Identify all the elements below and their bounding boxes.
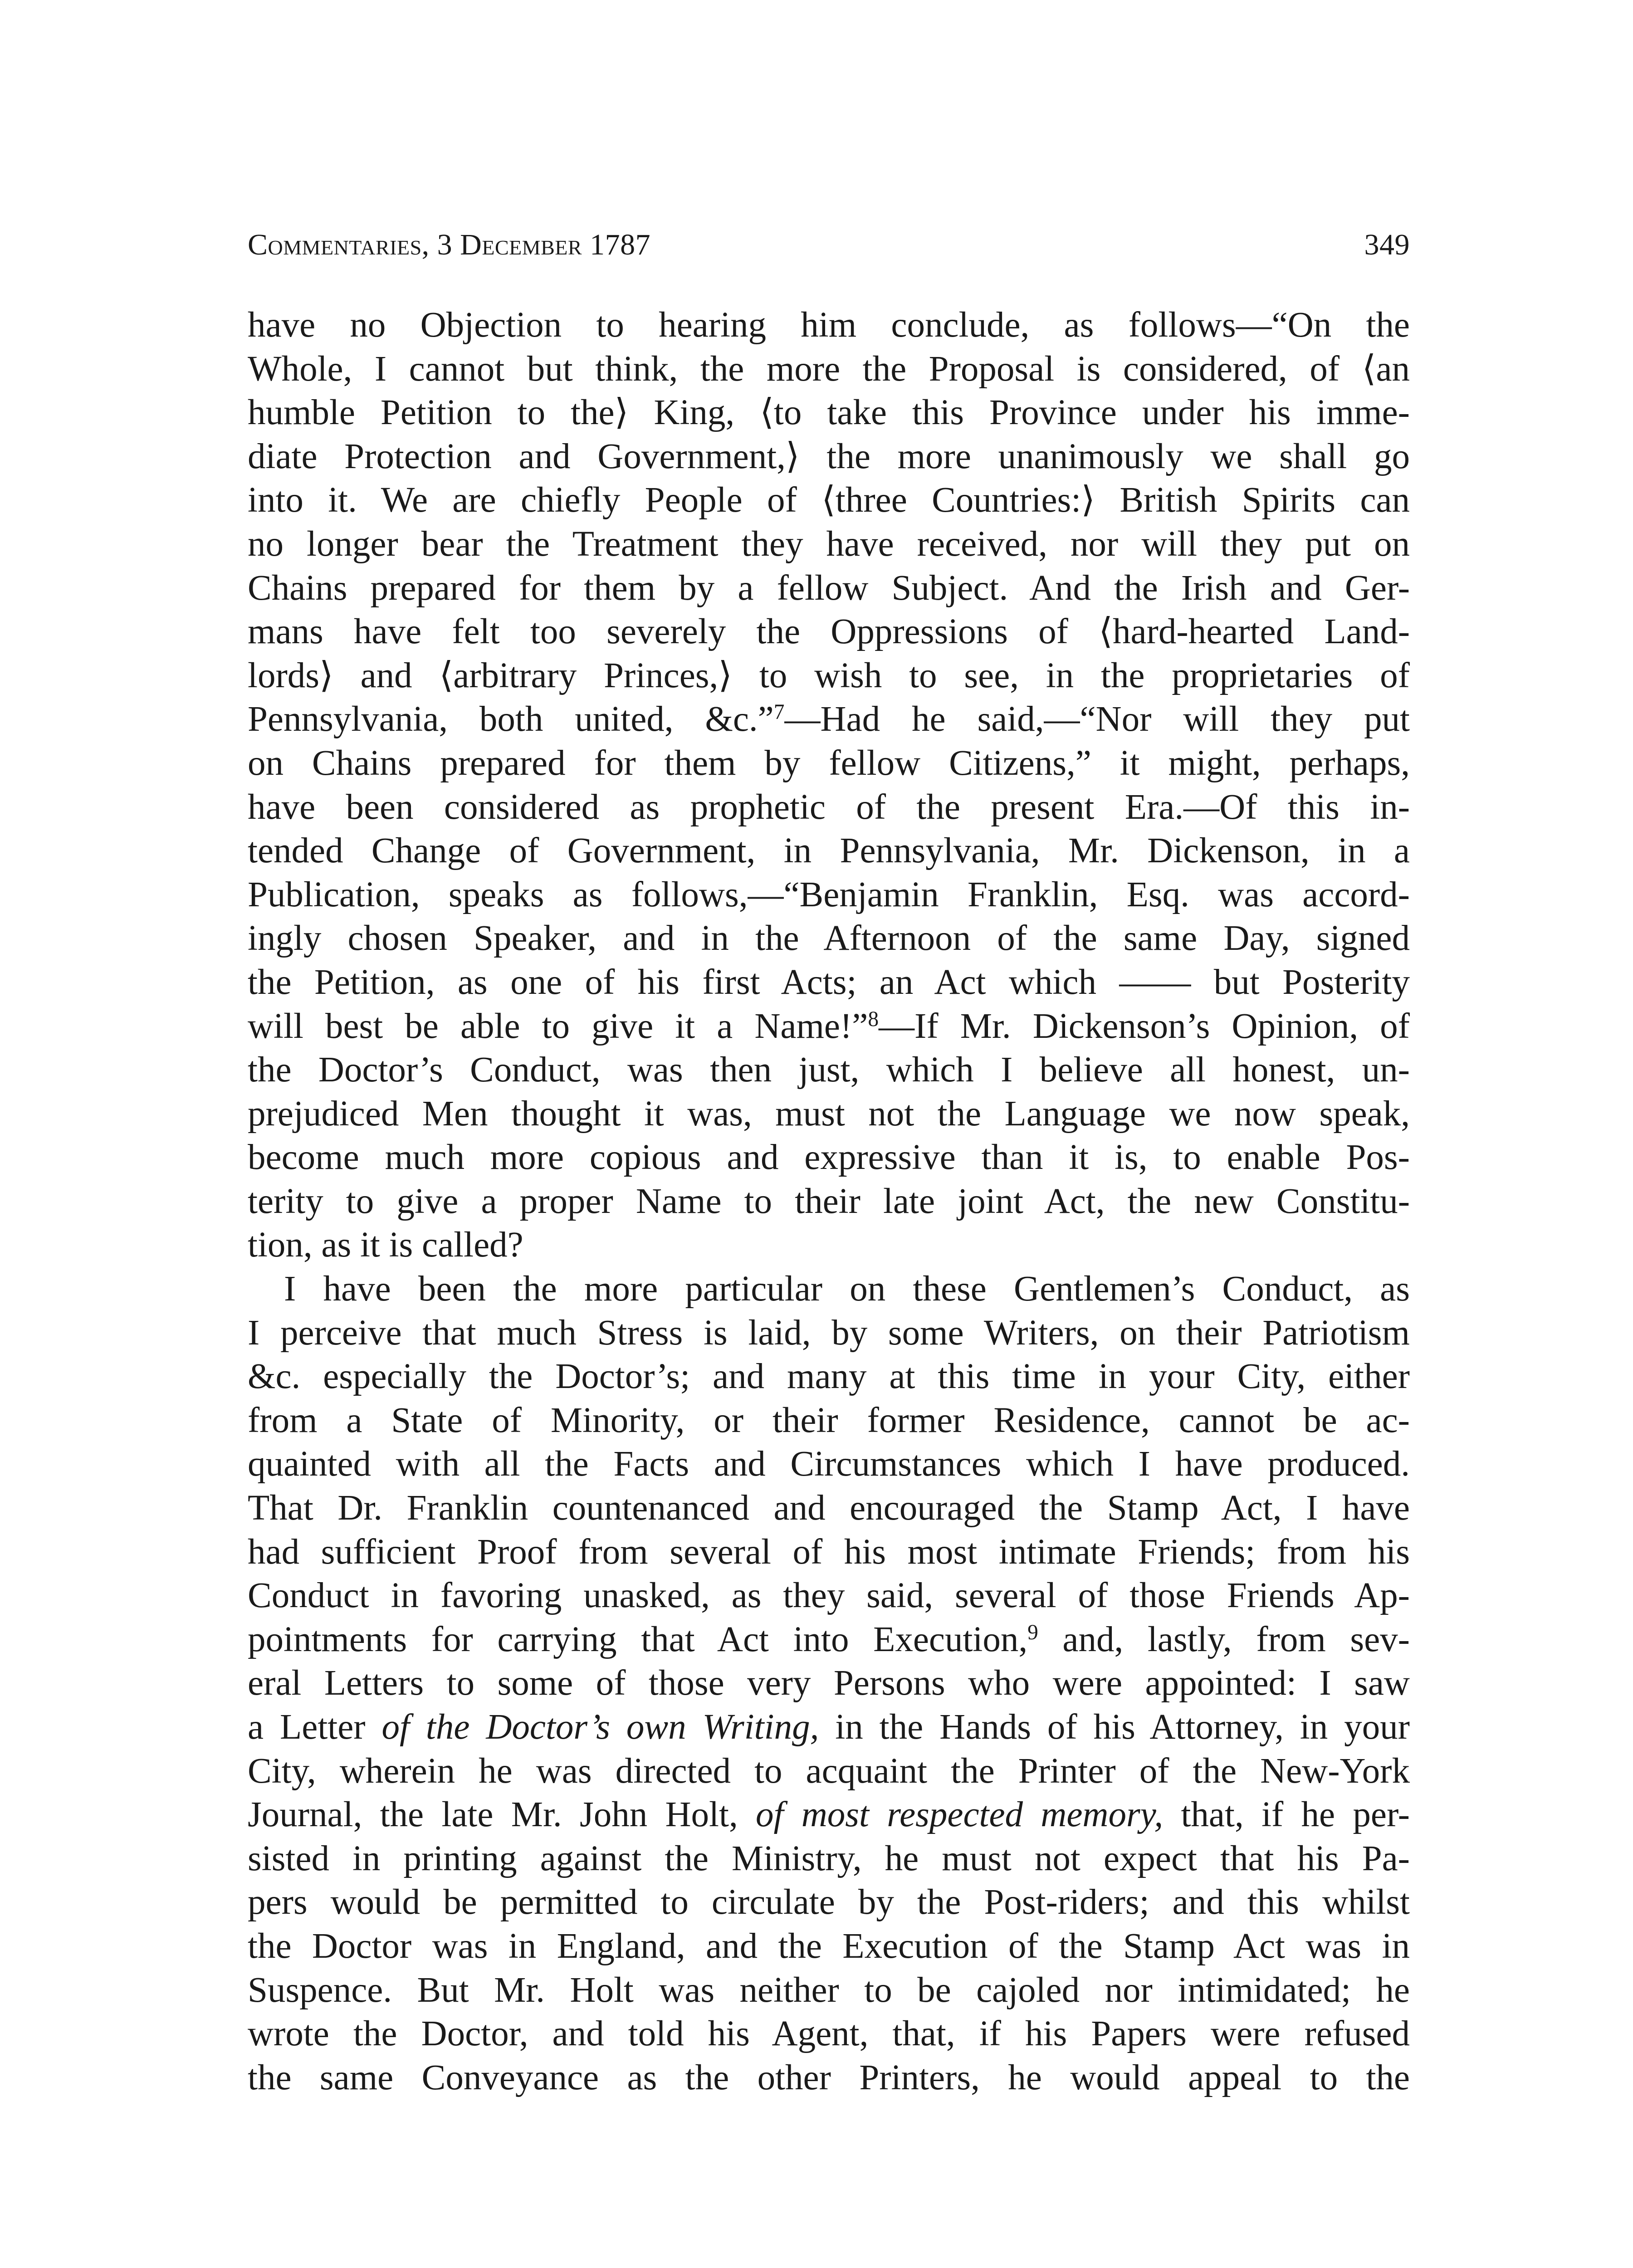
running-head bbox=[248, 222, 1410, 268]
text-line bbox=[248, 1005, 1410, 1049]
text-line: had sufficient Proof from several of his most intimate Friends; from his bbox=[248, 1532, 1410, 1572]
text-line: Suspence. But Mr. Holt was neither to be cajoled nor intimidated; he bbox=[248, 1970, 1410, 2010]
text-line: prejudiced Men thought it was, must not the Language we now speak, bbox=[248, 1094, 1410, 1134]
body-text bbox=[248, 303, 1410, 2100]
text-line: tended Change of Government, in Pennsylvania, Mr. Dickenson, in a bbox=[248, 831, 1410, 871]
text-line: mans have felt too severely the Oppressions of ⟨hard-hearted Land- bbox=[248, 612, 1410, 652]
text-line: the Petition, as one of his first Acts; an Act which —— but Posterity bbox=[248, 962, 1410, 1002]
italic-text: of the Doctor’s own Writing, bbox=[381, 1707, 819, 1747]
text-run: that, if he per- bbox=[1163, 1795, 1410, 1835]
text-line: Chains prepared for them by a fellow Subject. And the Irish and Ger- bbox=[248, 568, 1410, 608]
text-line bbox=[248, 1706, 1410, 1750]
italic-text: of most respected memory, bbox=[755, 1795, 1164, 1835]
text-line: Conduct in favoring unasked, as they said, several of those Friends Ap- bbox=[248, 1576, 1410, 1616]
text-line: Whole, I cannot but think, the more the Proposal is considered, of ⟨an bbox=[248, 349, 1410, 389]
text-line: quainted with all the Facts and Circumstances which I have produced. bbox=[248, 1444, 1410, 1484]
text-run: pointments for carrying that Act into Execution, bbox=[248, 1619, 1028, 1659]
text-run: Pennsylvania, both united, &c.” bbox=[248, 699, 774, 739]
text-line: lords⟩ and ⟨arbitrary Princes,⟩ to wish to see, in the proprietaries of bbox=[248, 655, 1410, 695]
text-line: on Chains prepared for them by fellow Citizens,” it might, perhaps, bbox=[248, 743, 1410, 783]
text-line: diate Protection and Government,⟩ the more unanimously we shall go bbox=[248, 436, 1410, 476]
text-line: eral Letters to some of those very Persons who were appointed: I saw bbox=[248, 1663, 1410, 1703]
text-run: and, lastly, from sev- bbox=[1038, 1619, 1410, 1659]
text-line bbox=[248, 698, 1410, 742]
text-line: have been considered as prophetic of the present Era.—Of this in- bbox=[248, 787, 1410, 827]
text-line: tion, as it is called? bbox=[248, 1225, 523, 1265]
text-line: &c. especially the Doctor’s; and many at this time in your City, either bbox=[248, 1357, 1410, 1397]
text-line: the Doctor’s Conduct, was then just, which I believe all honest, un- bbox=[248, 1050, 1410, 1090]
text-line: the Doctor was in England, and the Execution of the Stamp Act was in bbox=[248, 1926, 1410, 1966]
running-head-title: Commentaries, 3 December 1787 bbox=[248, 228, 651, 261]
text-line: have no Objection to hearing him conclude, as follows—“On the bbox=[248, 305, 1410, 345]
text-line bbox=[248, 1793, 1410, 1837]
text-line: wrote the Doctor, and told his Agent, that, if his Papers were refused bbox=[248, 2014, 1410, 2054]
text-line: the same Conveyance as the other Printers, he would appeal to the bbox=[248, 2058, 1410, 2097]
text-run: will best be able to give it a Name!” bbox=[248, 1006, 868, 1046]
text-line: I have been the more particular on these Gentlemen’s Conduct, as bbox=[284, 1269, 1410, 1309]
text-line: Publication, speaks as follows,—“Benjamin Franklin, Esq. was accord- bbox=[248, 875, 1410, 914]
text-line: humble Petition to the⟩ King, ⟨to take this Province under his imme- bbox=[248, 393, 1410, 433]
text-line: pers would be permitted to circulate by the Post-riders; and this whilst bbox=[248, 1882, 1410, 1922]
text-line bbox=[248, 1618, 1410, 1662]
text-line: no longer bear the Treatment they have received, nor will they put on bbox=[248, 524, 1410, 564]
text-line: ingly chosen Speaker, and in the Afternoon of the same Day, signed bbox=[248, 919, 1410, 958]
footnote-marker: 8 bbox=[868, 1007, 879, 1031]
text-line: That Dr. Franklin countenanced and encouraged the Stamp Act, I have bbox=[248, 1488, 1410, 1528]
text-line: terity to give a proper Name to their late joint Act, the new Constitu- bbox=[248, 1181, 1410, 1221]
text-line: become much more copious and expressive than it is, to enable Pos- bbox=[248, 1138, 1410, 1178]
text-line: I perceive that much Stress is laid, by some Writers, on their Patriotism bbox=[248, 1313, 1410, 1353]
text-line: sisted in printing against the Ministry, he must not expect that his Pa- bbox=[248, 1838, 1410, 1878]
footnote-marker: 7 bbox=[773, 700, 785, 724]
footnote-marker: 9 bbox=[1027, 1620, 1038, 1644]
text-run: a Letter bbox=[248, 1707, 382, 1747]
text-run: in the Hands of his Attorney, in your bbox=[819, 1707, 1410, 1747]
text-line: from a State of Minority, or their former Residence, cannot be ac- bbox=[248, 1400, 1410, 1440]
text-run: —Had he said,—“Nor will they put bbox=[784, 699, 1410, 739]
text-line: into it. We are chiefly People of ⟨three Countries:⟩ British Spirits can bbox=[248, 480, 1410, 520]
page-number: 349 bbox=[1364, 228, 1410, 261]
text-run: Journal, the late Mr. John Holt, bbox=[248, 1795, 756, 1835]
text-line: City, wherein he was directed to acquaint the Printer of the New-York bbox=[248, 1751, 1410, 1791]
text-run: —If Mr. Dickenson’s Opinion, of bbox=[879, 1006, 1410, 1046]
